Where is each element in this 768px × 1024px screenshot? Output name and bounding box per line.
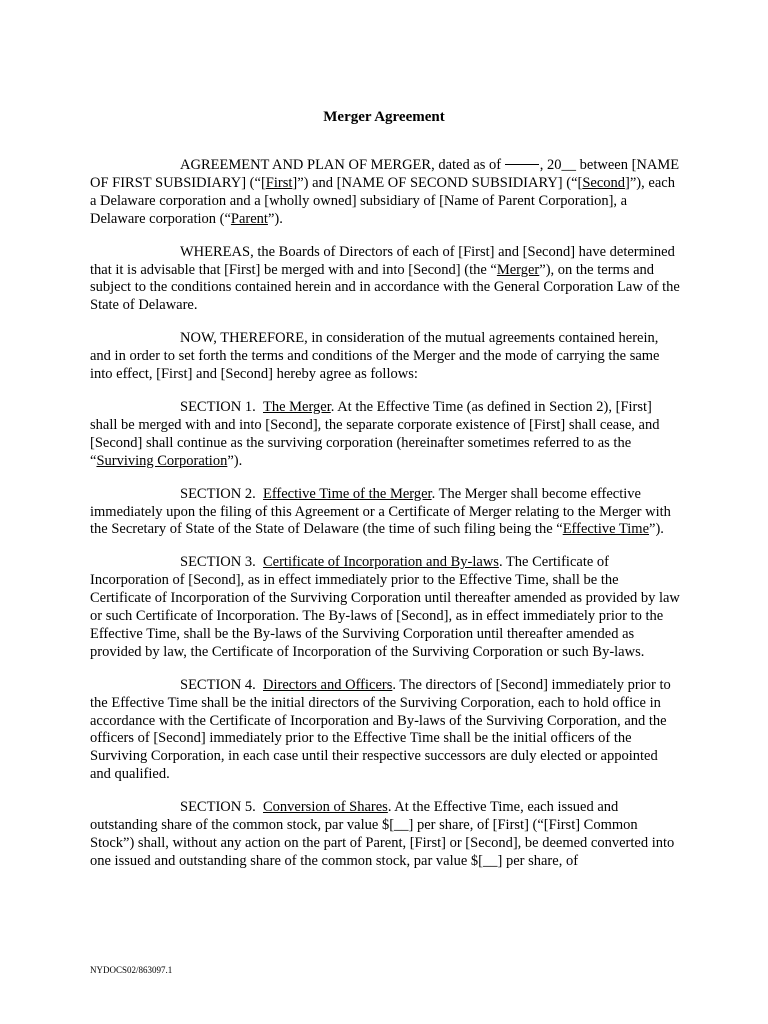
section-heading: Conversion of Shares xyxy=(262,799,388,816)
parent-term: Parent xyxy=(230,210,268,227)
section-text: . The Merger shall become effective immediately upon the filing of this Agreement or a Certificate of Merger relating to the Merger with the Secretary of State of the State of Delaware (the time of such filing being the “ xyxy=(90,485,671,538)
section-5-paragraph xyxy=(90,799,680,871)
whereas-paragraph xyxy=(90,244,680,316)
section-1-paragraph xyxy=(90,399,680,471)
intro-text-2: , 20__ between [NAME OF FIRST SUBSIDIARY] (“[ xyxy=(90,157,680,191)
intro-text-3: ]”) and [NAME OF SECOND SUBSIDIARY] (“[ xyxy=(292,174,583,191)
section-heading: Effective Time of the Merger xyxy=(262,485,432,502)
defined-term: Effective Time xyxy=(562,521,650,538)
section-text-end: ”). xyxy=(227,452,243,469)
section-text: . At the Effective Time (as defined in Section 2), [First] shall be merged with and into [Second], the separate corporate existence of [First] shall cease, and [Second] shall continue as the surviving corporation (hereinafter sometimes referred to as the “ xyxy=(90,398,660,469)
section-label: SECTION 5. xyxy=(180,799,256,816)
first-term: First xyxy=(265,174,293,191)
section-heading: The Merger xyxy=(262,398,331,415)
section-text-end: ”). xyxy=(649,521,664,538)
section-heading: Certificate of Incorporation and By-laws xyxy=(262,554,499,571)
section-label: SECTION 1. xyxy=(180,398,256,415)
document-title: Merger Agreement xyxy=(323,109,445,125)
section-4-paragraph xyxy=(90,677,680,784)
defined-term: Surviving Corporation xyxy=(96,452,228,469)
section-heading: Directors and Officers xyxy=(262,676,393,693)
section-label: SECTION 2. xyxy=(180,485,256,502)
second-term: Second xyxy=(582,174,626,191)
document-footer-id: NYDOCS02/863097.1 xyxy=(90,965,173,975)
document-body xyxy=(90,157,680,886)
date-blank xyxy=(505,163,539,165)
section-label: SECTION 4. xyxy=(180,676,256,693)
section-label: SECTION 3. xyxy=(180,554,256,571)
now-therefore-paragraph: NOW, THEREFORE, in consideration of the mutual agreements contained herein, and in order to set forth the terms and conditions of the Merger and the mode of carrying the same into effect, [First] and [Second] hereby agree as follows: xyxy=(90,330,660,383)
intro-text-4: ]”), each a Delaware corporation and a [wholly owned] subsidiary of [Name of Parent Corporation], a Delaware corporation (“ xyxy=(90,174,675,227)
whereas-text-1: WHEREAS, the Boards of Directors of each of [First] and [Second] have determined that it is advisable that [First] be merged with and into [Second] (the “ xyxy=(90,243,675,278)
section-text: . The directors of [Second] immediately prior to the Effective Time shall be the initial directors of the Surviving Corporation, each to hold office in accordance with the Certificate of Incorporation and By-laws of the Surviving Corporation, and the officers of [Second] immediately prior to the Effective Time shall be the initial officers of the Surviving Corporation, in each case until their respective successors are duly elected or appointed and qualified. xyxy=(90,676,671,783)
intro-text-5: ”). xyxy=(267,210,283,227)
section-text: . At the Effective Time, each issued and outstanding share of the common stock, par value $[__] per share, of [First] (“[First] Common Stock”) shall, without any action on the part of Parent, [First] or [Second], be deemed converted into one issued and outstanding share of the common stock, par value $[__] per share, of xyxy=(90,799,675,869)
merger-term: Merger xyxy=(496,261,540,278)
section-text: . The Certificate of Incorporation of [Second], as in effect immediately prior to the Effective Time, shall be the Certificate of Incorporation of the Surviving Corporation until thereafter amended as provided by law or such Certificate of Incorporation. The By-laws of [Second], as in effect immediately prior to the Effective Time, shall be the By-laws of the Surviving Corporation until thereafter amended as provided by law, the Certificate of Incorporation of the Surviving Corporation or such By-laws. xyxy=(90,554,680,660)
whereas-text-2: ”), on the terms and subject to the conditions contained herein and in accordance with the General Corporation Law of the State of Delaware. xyxy=(90,261,680,314)
intro-text-1: AGREEMENT AND PLAN OF MERGER, dated as of xyxy=(180,157,505,173)
intro-paragraph xyxy=(90,157,680,229)
section-2-paragraph xyxy=(90,486,680,540)
section-3-paragraph xyxy=(90,554,680,661)
